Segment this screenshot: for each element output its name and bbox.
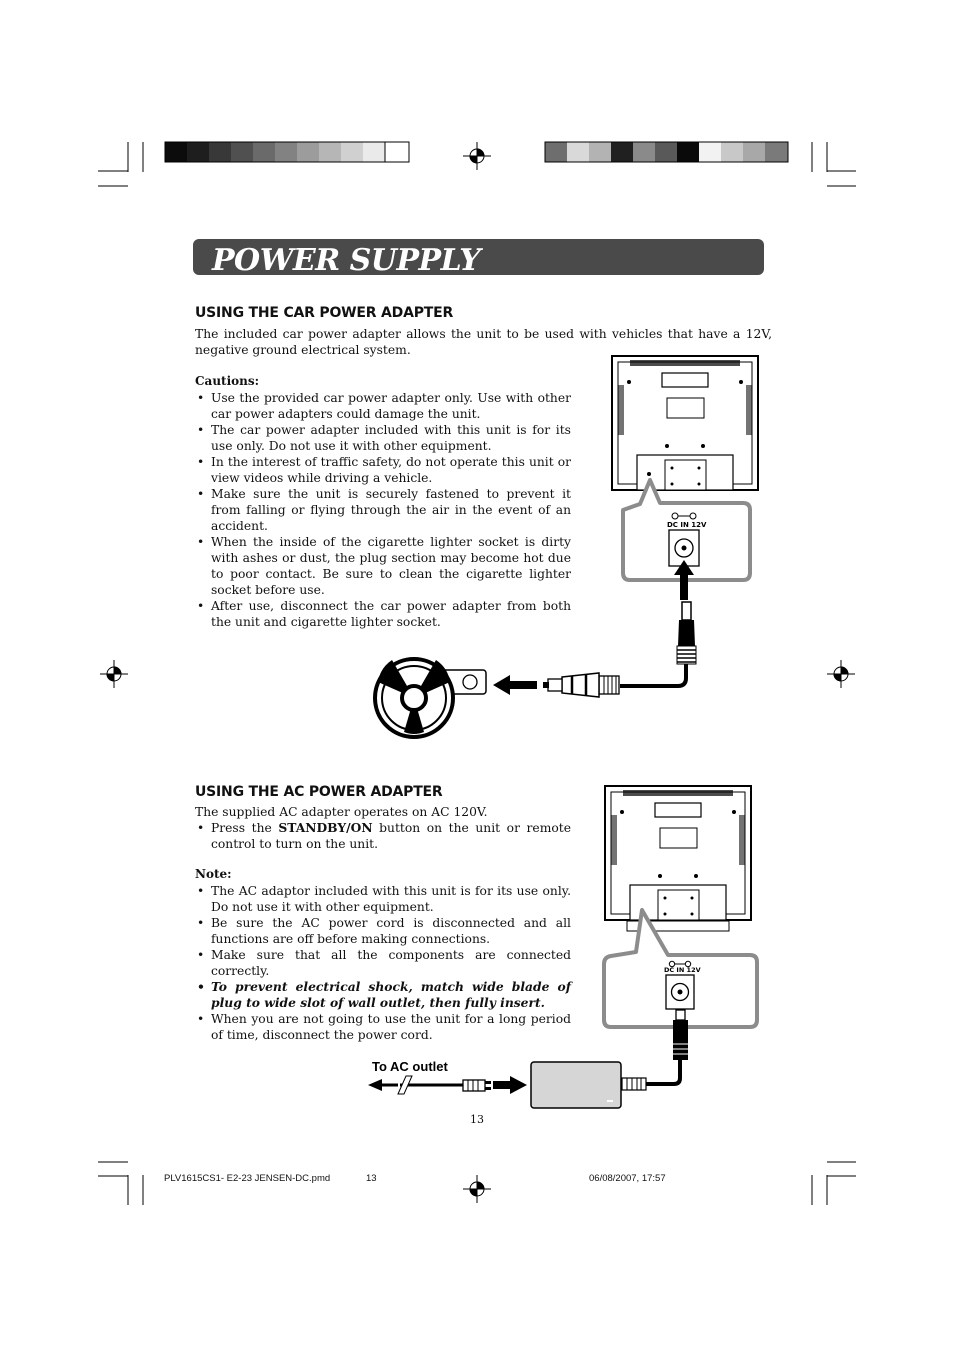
caution-item: • After use, disconnect the car power adapter from both the unit and cigarette lighter socket. <box>195 598 571 630</box>
dc-in-label-ac: DC IN 12V <box>664 966 701 974</box>
page-title: POWER SUPPLY <box>212 243 481 278</box>
cautions-title: Cautions: <box>195 374 260 388</box>
note-title: Note: <box>195 867 232 881</box>
note-item: • Be sure the AC power cord is disconnected and all functions are off before making connections. <box>195 915 571 947</box>
dc-in-label-car: DC IN 12V <box>667 521 707 529</box>
caution-item: • When the inside of the cigarette lighter socket is dirty with ashes or dust, the plug section may become hot due to poor contact. Be sure to clean the cigarette lighter socket before use. <box>195 534 571 598</box>
standby-instruction: • Press the STANDBY/ON button on the unit or remote control to turn on the unit. <box>195 820 571 852</box>
ac-adapter-heading: USING THE AC POWER ADAPTER <box>195 784 443 800</box>
note-item-warning: • To prevent electrical shock, match wide blade of plug to wide slot of wall outlet, then fully insert. <box>195 979 571 1011</box>
arrow-right-icon <box>493 1076 527 1094</box>
ac-adapter-intro: The supplied AC adapter operates on AC 120V. <box>195 805 488 819</box>
monitor-back-ac <box>605 786 751 931</box>
caution-item: • In the interest of traffic safety, do not operate this unit or view videos while driving a vehicle. <box>195 454 571 486</box>
footer-page: 13 <box>366 1173 377 1184</box>
to-ac-outlet-label: To AC outlet <box>372 1059 448 1074</box>
caution-item: • Make sure the unit is securely fastened to prevent it from falling or flying through the air in the event of an accident. <box>195 486 571 534</box>
arrow-to-outlet-icon <box>368 1079 382 1091</box>
note-item: • The AC adaptor included with this unit is for its use only. Do not use it with other equipment. <box>195 883 571 915</box>
caution-item: • Use the provided car power adapter only. Use with other car power adapters could damage the unit. <box>195 390 571 422</box>
note-item: • When you are not going to use the unit for a long period of time, disconnect the power cord. <box>195 1011 571 1043</box>
note-item: • Make sure that all the components are connected correctly. <box>195 947 571 979</box>
caution-item: • The car power adapter included with this unit is for its use only. Do not use it with other equipment. <box>195 422 571 454</box>
page-number: 13 <box>470 1113 484 1126</box>
footer-date: 06/08/2007, 17:57 <box>589 1173 666 1184</box>
car-adapter-intro: The included car power adapter allows the unit to be used with vehicles that have a 12V, negative ground electrical system. <box>195 327 772 357</box>
car-adapter-heading: USING THE CAR POWER ADAPTER <box>195 305 454 321</box>
footer-filename: PLV1615CS1- E2-23 JENSEN-DC.pmd <box>164 1173 331 1184</box>
